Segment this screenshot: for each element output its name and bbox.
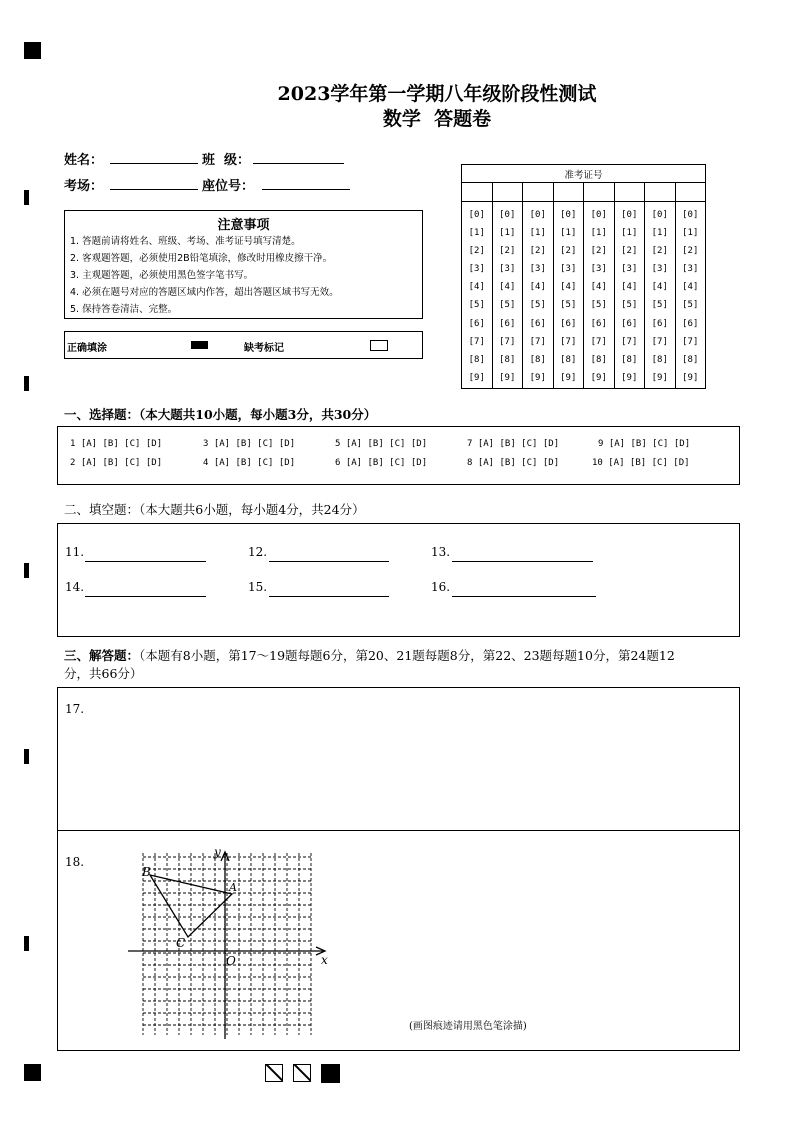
mc-question-8[interactable]: 8 [A] [B] [C] [D] — [467, 458, 560, 468]
exam-id-digit-bubble[interactable]: [0] — [529, 210, 546, 220]
exam-id-digit-bubble[interactable]: [0] — [499, 210, 516, 220]
exam-id-digit-bubble[interactable]: [8] — [682, 354, 699, 365]
mc-question-5[interactable]: 5 [A] [B] [C] [D] — [335, 439, 428, 449]
exam-id-digit-bubble[interactable]: [6] — [590, 318, 607, 329]
exam-id-digit-bubble[interactable]: [6] — [529, 318, 546, 329]
exam-id-digit-bubble[interactable]: [0] — [621, 210, 638, 220]
class-field[interactable] — [253, 163, 344, 164]
y-axis-label: y — [214, 845, 221, 859]
exam-id-digit-bubble[interactable]: [0] — [560, 210, 577, 220]
exam-id-write-cell[interactable] — [462, 183, 493, 202]
exam-id-write-cell[interactable] — [523, 183, 554, 202]
exam-id-digit-bubble[interactable]: [5] — [560, 300, 577, 311]
seat-field[interactable] — [262, 189, 350, 190]
exam-id-digit-bubble[interactable]: [8] — [529, 354, 546, 365]
q11-label: 11. — [65, 545, 85, 559]
exam-id-digit-bubble[interactable]: [3] — [499, 264, 516, 275]
exam-id-digit-column — [492, 202, 523, 389]
q12-answer-line[interactable] — [269, 561, 389, 562]
exam-id-write-cell[interactable] — [675, 183, 706, 202]
exam-id-digit-bubble[interactable]: [1] — [560, 228, 577, 239]
exam-id-digit-bubble[interactable]: [5] — [590, 300, 607, 311]
exam-id-digit-bubble[interactable]: [9] — [468, 372, 485, 383]
exam-id-digit-bubble[interactable]: [9] — [682, 372, 699, 383]
q16-label: 16. — [431, 580, 451, 594]
registration-mark-top-left — [24, 42, 41, 59]
exam-id-digit-bubble[interactable]: [3] — [529, 264, 546, 275]
exam-id-digit-bubble[interactable]: [7] — [621, 336, 638, 347]
exam-id-digit-bubble[interactable]: [9] — [590, 372, 607, 383]
page-code-box-slash-2 — [293, 1064, 311, 1082]
exam-id-digit-bubble[interactable]: [1] — [682, 228, 699, 239]
class-label: 班 级： — [202, 153, 251, 168]
page-subtitle: 数学 答题卷 — [382, 108, 492, 130]
q13-label: 13. — [431, 545, 451, 559]
page-code-box-slash-1 — [265, 1064, 283, 1082]
correct-fill-sample — [191, 341, 208, 349]
q15-answer-line[interactable] — [269, 596, 389, 597]
notice-item: 4. 必须在题号对应的答题区域内作答，超出答题区域书写无效。 — [70, 287, 339, 298]
point-b-label: B — [142, 865, 151, 879]
exam-id-digit-column — [584, 202, 615, 389]
exam-id-digit-bubble[interactable]: [4] — [468, 282, 485, 293]
exam-id-digit-bubble[interactable]: [5] — [682, 300, 699, 311]
exam-id-digit-bubble[interactable]: [4] — [529, 282, 546, 293]
name-label: 姓名： — [64, 153, 104, 168]
marking-legend — [64, 331, 423, 359]
exam-id-digit-bubble[interactable]: [9] — [529, 372, 546, 383]
exam-id-digit-column — [462, 202, 493, 389]
exam-id-digit-bubble[interactable]: [8] — [590, 354, 607, 365]
exam-id-digit-bubble[interactable]: [2] — [590, 246, 607, 257]
absent-mark-checkbox[interactable] — [370, 340, 388, 351]
origin-label: O — [226, 954, 236, 968]
coordinate-grid-figure — [128, 839, 338, 1039]
exam-id-digit-column — [553, 202, 584, 389]
q15-label: 15. — [248, 580, 268, 594]
timing-mark — [24, 749, 29, 764]
exam-id-digit-bubble[interactable]: [8] — [621, 354, 638, 365]
mc-question-2[interactable]: 2 [A] [B] [C] [D] — [70, 458, 163, 468]
exam-id-digit-bubble[interactable]: [6] — [468, 318, 485, 329]
exam-id-digit-bubble[interactable]: [1] — [651, 228, 668, 239]
exam-id-digit-bubble[interactable]: [6] — [499, 318, 516, 329]
exam-id-digit-bubble[interactable]: [2] — [651, 246, 668, 257]
exam-id-digit-bubble[interactable]: [8] — [499, 354, 516, 365]
point-c-label: C — [176, 936, 186, 950]
mc-question-10[interactable]: 10 [A] [B] [C] [D] — [592, 458, 690, 468]
exam-id-digit-bubble[interactable]: [0] — [682, 210, 699, 220]
notice-item: 2. 客观题答题，必须使用2B铅笔填涂，修改时用橡皮擦干净。 — [70, 253, 333, 264]
q13-answer-line[interactable] — [452, 561, 593, 562]
exam-id-digit-bubble[interactable]: [5] — [651, 300, 668, 311]
x-axis-label: x — [321, 953, 328, 967]
q17-label: 17. — [65, 702, 85, 716]
point-a-label: A — [229, 881, 237, 894]
multiple-choice-box — [57, 426, 740, 485]
exam-id-digit-bubble[interactable]: [4] — [560, 282, 577, 293]
exam-id-digit-bubble[interactable]: [3] — [560, 264, 577, 275]
section3-title-line2: 分，共66分） — [64, 666, 143, 681]
exam-id-digit-bubble[interactable]: [3] — [468, 264, 485, 275]
exam-id-digit-bubble[interactable]: [2] — [621, 246, 638, 257]
exam-room-field[interactable] — [110, 189, 198, 190]
q11-answer-line[interactable] — [85, 561, 206, 562]
notice-title: 注意事项 — [217, 218, 270, 233]
exam-id-digit-bubble[interactable]: [2] — [560, 246, 577, 257]
correct-fill-label: 正确填涂 — [67, 343, 107, 354]
exam-id-digit-bubble[interactable]: [9] — [621, 372, 638, 383]
name-field[interactable] — [110, 163, 198, 164]
mc-question-9[interactable]: 9 [A] [B] [C] [D] — [598, 439, 691, 449]
q18-answer-box[interactable] — [57, 830, 740, 1051]
timing-mark — [24, 563, 29, 578]
exam-id-digit-column — [645, 202, 676, 389]
exam-id-write-cell[interactable] — [645, 183, 676, 202]
exam-id-grid — [461, 164, 706, 389]
mc-question-6[interactable]: 6 [A] [B] [C] [D] — [335, 458, 428, 468]
mc-question-7[interactable]: 7 [A] [B] [C] [D] — [467, 439, 560, 449]
mc-question-4[interactable]: 4 [A] [B] [C] [D] — [203, 458, 296, 468]
page-code-box-filled — [321, 1064, 340, 1083]
exam-id-digit-bubble[interactable]: [3] — [590, 264, 607, 275]
exam-id-digit-bubble[interactable]: [4] — [590, 282, 607, 293]
exam-id-digit-bubble[interactable]: [9] — [499, 372, 516, 383]
exam-id-digit-bubble[interactable]: [7] — [529, 336, 546, 347]
exam-id-digit-bubble[interactable]: [0] — [590, 210, 607, 220]
exam-id-digit-bubble[interactable]: [2] — [682, 246, 699, 257]
exam-id-digit-bubble[interactable]: [4] — [651, 282, 668, 293]
exam-id-digit-bubble[interactable]: [9] — [560, 372, 577, 383]
exam-id-digit-bubble[interactable]: [8] — [651, 354, 668, 365]
exam-id-digit-column — [675, 202, 706, 389]
exam-id-digit-bubble[interactable]: [1] — [621, 228, 638, 239]
exam-id-digit-column — [523, 202, 554, 389]
fill-in-box — [57, 523, 740, 637]
absent-mark-label: 缺考标记 — [244, 343, 284, 354]
exam-id-digit-bubble[interactable]: [6] — [560, 318, 577, 329]
q18-label: 18. — [65, 855, 85, 869]
exam-id-digit-bubble[interactable]: [5] — [621, 300, 638, 311]
registration-mark-bottom-left — [24, 1064, 41, 1081]
exam-id-digit-bubble[interactable]: [7] — [468, 336, 485, 347]
timing-mark — [24, 376, 29, 391]
exam-id-digit-bubble[interactable]: [2] — [529, 246, 546, 257]
notice-item: 1. 答题前请将姓名、班级、考场、准考证号填写清楚。 — [70, 236, 301, 247]
exam-id-write-cell[interactable] — [584, 183, 615, 202]
section3-title-rest: （本题有8小题，第17～19题每题6分，第20、21题每题8分，第22、23题每题10分，第24题12 — [139, 648, 675, 663]
exam-id-title: 准考证号 — [462, 165, 706, 183]
exam-id-digit-bubble[interactable]: [5] — [468, 300, 485, 311]
exam-id-digit-bubble[interactable]: [7] — [651, 336, 668, 347]
exam-id-digit-bubble[interactable]: [2] — [499, 246, 516, 257]
q16-answer-line[interactable] — [452, 596, 596, 597]
exam-id-digit-bubble[interactable]: [3] — [621, 264, 638, 275]
timing-mark — [24, 190, 29, 205]
mc-question-1[interactable]: 1 [A] [B] [C] [D] — [70, 439, 163, 449]
section3-title-bold: 三、解答题： — [64, 648, 140, 663]
exam-id-digit-bubble[interactable]: [4] — [499, 282, 516, 293]
exam-room-label: 考场： — [64, 179, 104, 194]
exam-id-digit-bubble[interactable]: [7] — [499, 336, 516, 347]
exam-id-digit-bubble[interactable]: [7] — [682, 336, 699, 347]
exam-id-digit-bubble[interactable]: [8] — [560, 354, 577, 365]
section1-title: 一、选择题：（本大题共10小题，每小题3分，共30分） — [64, 407, 377, 422]
exam-id-digit-bubble[interactable]: [1] — [499, 228, 516, 239]
exam-id-digit-bubble[interactable]: [7] — [590, 336, 607, 347]
exam-id-digit-bubble[interactable]: [1] — [468, 228, 485, 239]
exam-id-digit-bubble[interactable]: [3] — [651, 264, 668, 275]
exam-id-digit-bubble[interactable]: [8] — [468, 354, 485, 365]
exam-id-digit-bubble[interactable]: [3] — [682, 264, 699, 275]
notice-item: 3. 主观题答题，必须使用黑色签字笔书写。 — [70, 270, 254, 281]
exam-id-digit-bubble[interactable]: [4] — [682, 282, 699, 293]
exam-id-digit-bubble[interactable]: [0] — [468, 210, 485, 220]
exam-id-digit-bubble[interactable]: [5] — [499, 300, 516, 311]
q14-answer-line[interactable] — [85, 596, 206, 597]
exam-id-write-cell[interactable] — [492, 183, 523, 202]
exam-id-digit-bubble[interactable]: [6] — [621, 318, 638, 329]
exam-id-digit-bubble[interactable]: [4] — [621, 282, 638, 293]
q17-answer-box[interactable] — [57, 687, 740, 831]
exam-id-write-cell[interactable] — [614, 183, 645, 202]
exam-id-digit-bubble[interactable]: [1] — [590, 228, 607, 239]
drawing-note: (画图痕迹请用黑色笔涂描) — [409, 1021, 527, 1032]
mc-question-3[interactable]: 3 [A] [B] [C] [D] — [203, 439, 296, 449]
page-title: 2023学年第一学期八年级阶段性测试 — [277, 83, 597, 105]
section2-title: 二、填空题：（本大题共6小题，每小题4分，共24分） — [64, 502, 365, 517]
seat-label: 座位号： — [202, 179, 255, 194]
notice-item: 5. 保持答卷清洁、完整。 — [70, 304, 178, 315]
exam-id-digit-bubble[interactable]: [6] — [682, 318, 699, 329]
section3-title — [64, 646, 675, 664]
exam-id-digit-bubble[interactable]: [5] — [529, 300, 546, 311]
timing-mark — [24, 936, 29, 951]
q14-label: 14. — [65, 580, 85, 594]
exam-id-digit-bubble[interactable]: [7] — [560, 336, 577, 347]
exam-id-digit-bubble[interactable]: [9] — [651, 372, 668, 383]
exam-id-digit-column — [614, 202, 645, 389]
exam-id-digit-bubble[interactable]: [1] — [529, 228, 546, 239]
notice-box — [64, 210, 423, 319]
exam-id-digit-bubble[interactable]: [6] — [651, 318, 668, 329]
exam-id-digit-bubble[interactable]: [0] — [651, 210, 668, 220]
exam-id-write-cell[interactable] — [553, 183, 584, 202]
q12-label: 12. — [248, 545, 268, 559]
exam-id-digit-bubble[interactable]: [2] — [468, 246, 485, 257]
